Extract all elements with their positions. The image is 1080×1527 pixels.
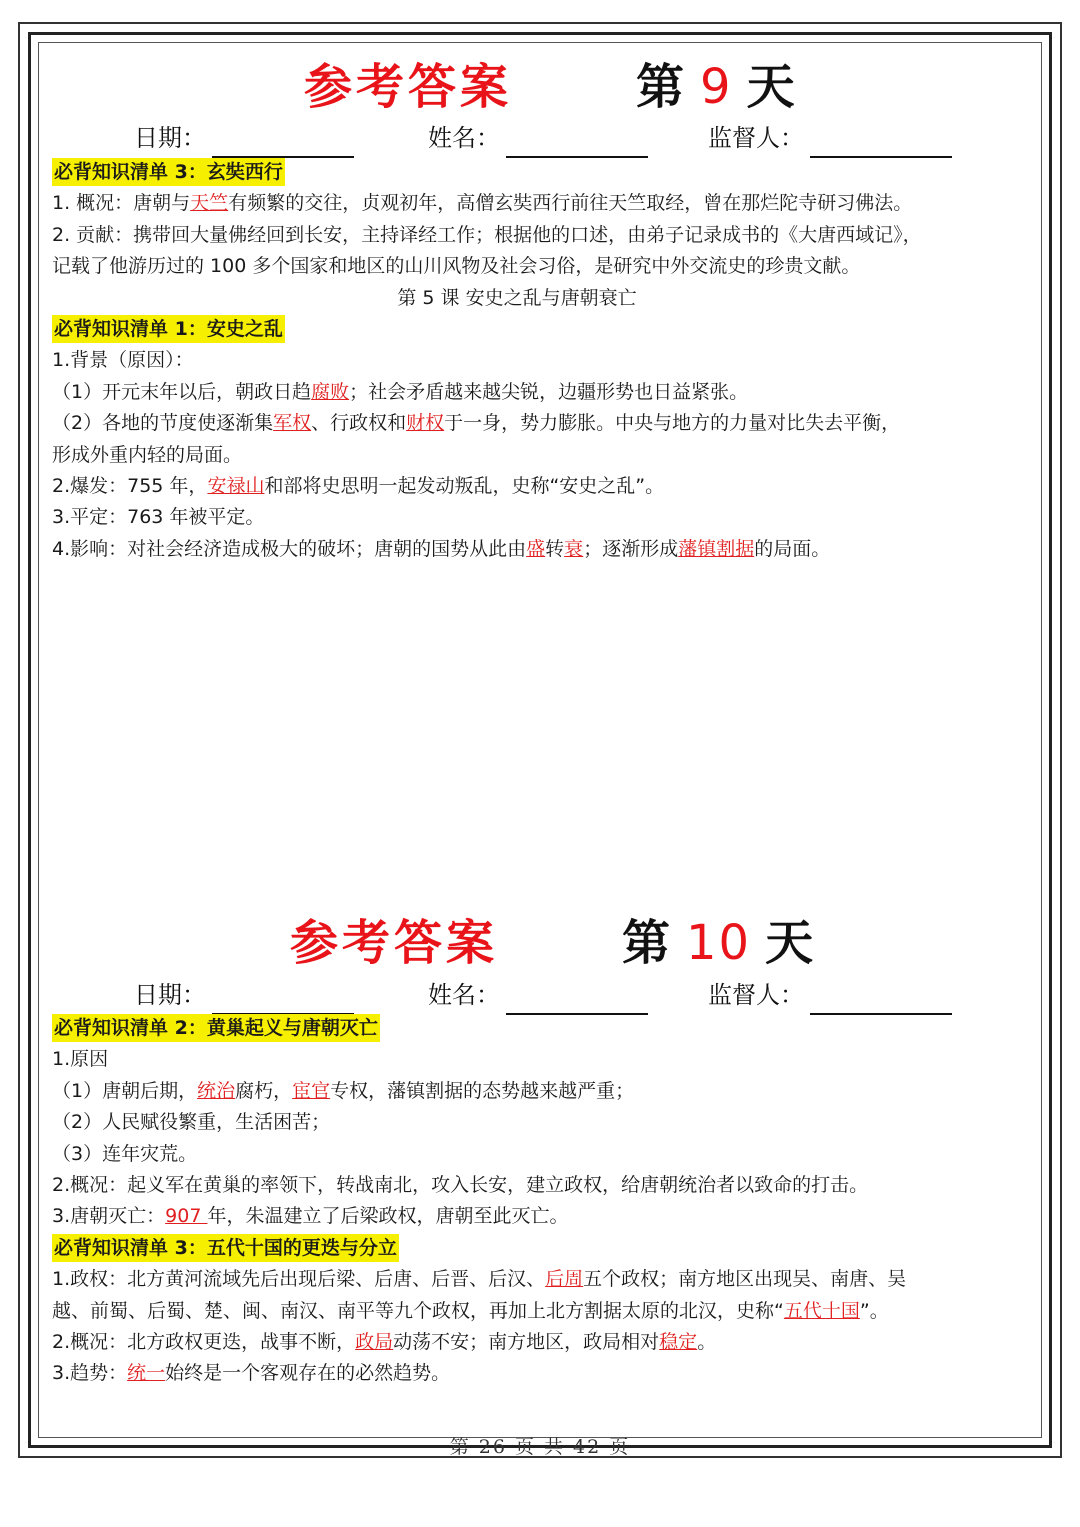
text-segment: 于一身，势力膨胀。中央与地方的力量对比失去平衡， — [444, 412, 901, 435]
text-segment: ；社会矛盾越来越尖锐，边疆形势也日益紧张。 — [349, 380, 749, 403]
text-line — [52, 502, 1042, 533]
text-segment: 的局面。 — [754, 537, 831, 560]
text-line — [52, 440, 1042, 471]
text-segment: （1）唐朝后期， — [52, 1079, 198, 1102]
text-line — [52, 408, 1042, 439]
text-line — [52, 1044, 1042, 1075]
text-segment: （1）开元末年以后，朝政日趋 — [52, 380, 312, 403]
text-segment: 2.概况：北方政权更迭，战事不断， — [52, 1330, 356, 1353]
text-line — [52, 471, 1042, 502]
text-line — [52, 1013, 1042, 1044]
page-footer: 第 26 页 共 42 页 — [449, 1436, 631, 1458]
answer-keyword: 宦官 — [292, 1079, 331, 1102]
answer-keyword: 腐败 — [311, 380, 350, 403]
day10-date-field — [134, 975, 354, 1015]
day10-supervisor-field — [708, 975, 952, 1015]
answer-keyword: 财权 — [406, 412, 445, 435]
text-segment: 和部将史思明一起发动叛乱，史称“安史之乱”。 — [264, 474, 665, 497]
lesson-title: 第 5 课 安史之乱与唐朝衰亡 — [397, 286, 637, 309]
name-blank — [506, 130, 648, 158]
answer-keyword: 统一 — [127, 1362, 166, 1385]
day9-content — [52, 157, 1042, 565]
answer-keyword: 天竺 — [190, 192, 229, 215]
text-segment: 3.趋势： — [52, 1362, 128, 1385]
text-segment: 五个政权；南方地区出现吴、南唐、吴 — [583, 1268, 907, 1291]
section-heading: 必背知识清单 2：黄巢起义与唐朝灭亡 — [52, 1014, 380, 1042]
text-segment: 动荡不安；南方地区，政局相对 — [393, 1330, 660, 1353]
text-segment: 专权，藩镇割据的态势越来越严重； — [330, 1079, 635, 1102]
answer-keyword: 衰 — [564, 537, 584, 560]
date-label: 日期： — [134, 124, 206, 152]
day9-field-row — [0, 118, 1080, 158]
day10-title-row — [0, 908, 1080, 978]
text-segment: 2. 贡献：携带回大量佛经回到长安，主持译经工作；根据他的口述，由弟子记录成书的《大唐西域记》， — [52, 223, 922, 246]
text-segment: （2）人民赋役繁重，生活困苦； — [52, 1111, 331, 1134]
text-segment: ；逐渐形成 — [583, 537, 679, 560]
text-line — [52, 1076, 1042, 1107]
answer-keyword: 稳定 — [659, 1330, 698, 1353]
text-segment: ”。 — [859, 1299, 889, 1322]
day9-supervisor-field — [708, 118, 952, 158]
answer-keyword: 政局 — [355, 1330, 394, 1353]
day10-day-prefix: 第 — [622, 915, 673, 971]
text-segment: 1.原因 — [52, 1048, 109, 1071]
text-segment: 。 — [697, 1330, 717, 1353]
text-line — [52, 1170, 1042, 1201]
answer-keyword: 盛 — [526, 537, 546, 560]
day10-content — [52, 1013, 1042, 1390]
answer-keyword: 五代十国 — [783, 1299, 860, 1322]
day10-day-number: 10 — [686, 915, 752, 971]
text-segment: 2.概况：起义军在黄巢的率领下，转战南北，攻入长安，建立政权，给唐朝统治者以致命的打击。 — [52, 1173, 869, 1196]
text-line — [52, 345, 1042, 376]
answer-keyword: 安禄山 — [207, 474, 265, 497]
text-line — [52, 1201, 1042, 1232]
text-line — [52, 1327, 1042, 1358]
answer-keyword: 统治 — [197, 1079, 236, 1102]
day9-day-prefix: 第 — [636, 59, 687, 115]
text-segment: 、行政权和 — [311, 412, 407, 435]
day10-day-suffix: 天 — [765, 915, 816, 971]
day9-title-row — [0, 52, 1080, 122]
text-segment: 2.爆发：755 年， — [52, 474, 208, 497]
answer-keyword: 军权 — [273, 412, 312, 435]
text-segment: 1. 概况：唐朝与 — [52, 192, 191, 215]
date-blank — [212, 987, 354, 1015]
supervisor-label: 监督人： — [708, 124, 804, 152]
text-segment: 1.政权：北方黄河流域先后出现后梁、后唐、后晋、后汉、 — [52, 1268, 546, 1291]
text-line — [52, 157, 1042, 188]
supervisor-blank — [810, 987, 952, 1015]
text-line — [52, 220, 1042, 251]
day10-day-label — [622, 908, 815, 978]
section-heading: 必背知识清单 3：玄奘西行 — [52, 158, 285, 186]
text-segment: 3.平定：763 年被平定。 — [52, 506, 265, 529]
name-label: 姓名： — [428, 124, 500, 152]
text-segment: 年，朱温建立了后梁政权，唐朝至此灭亡。 — [207, 1205, 569, 1228]
text-line — [52, 283, 1042, 314]
text-line — [52, 1358, 1042, 1389]
day9-name-field — [428, 118, 648, 158]
section-heading: 必背知识清单 3：五代十国的更迭与分立 — [52, 1234, 399, 1262]
text-segment: 始终是一个客观存在的必然趋势。 — [165, 1362, 451, 1385]
name-label: 姓名： — [428, 981, 500, 1009]
day9-day-number: 9 — [700, 59, 733, 115]
text-segment: 转 — [545, 537, 565, 560]
day10-name-field — [428, 975, 648, 1015]
day9-day-suffix: 天 — [746, 59, 797, 115]
text-line — [52, 188, 1042, 219]
text-segment: 形成外重内轻的局面。 — [52, 443, 243, 466]
text-segment: 有频繁的交往，贞观初年，高僧玄奘西行前往天竺取经，曾在那烂陀寺研习佛法。 — [228, 192, 913, 215]
text-segment: 越、前蜀、后蜀、楚、闽、南汉、南平等九个政权，再加上北方割据太原的北汉，史称“ — [52, 1299, 784, 1322]
text-segment: 记载了他游历过的 100 多个国家和地区的山川风物及社会习俗，是研究中外交流史的珍贵文献。 — [52, 255, 861, 278]
text-line — [52, 1264, 1042, 1295]
text-segment: 1.背景（原因）： — [52, 349, 194, 372]
text-line — [52, 251, 1042, 282]
text-segment: （3）连年灾荒。 — [52, 1142, 198, 1165]
text-line — [52, 377, 1042, 408]
date-label: 日期： — [134, 981, 206, 1009]
day9-date-field — [134, 118, 354, 158]
supervisor-blank — [810, 130, 952, 158]
text-segment: 腐朽， — [235, 1079, 293, 1102]
text-line — [52, 534, 1042, 565]
text-line — [52, 1107, 1042, 1138]
day10-answer-title: 参考答案 — [290, 915, 499, 971]
text-line — [52, 1296, 1042, 1327]
text-segment: （2）各地的节度使逐渐集 — [52, 412, 274, 435]
text-segment: 3.唐朝灭亡： — [52, 1205, 166, 1228]
date-blank — [212, 130, 354, 158]
section-heading: 必背知识清单 1：安史之乱 — [52, 315, 285, 343]
name-blank — [506, 987, 648, 1015]
answer-keyword: 藩镇割据 — [678, 537, 755, 560]
day10-field-row — [0, 975, 1080, 1015]
text-line — [52, 1139, 1042, 1170]
text-line — [52, 314, 1042, 345]
text-segment: 4.影响：对社会经济造成极大的破坏；唐朝的国势从此由 — [52, 537, 527, 560]
answer-keyword: 907 — [165, 1205, 208, 1228]
answer-keyword: 后周 — [545, 1268, 584, 1291]
supervisor-label: 监督人： — [708, 981, 804, 1009]
text-line — [52, 1233, 1042, 1264]
day9-day-label — [636, 52, 797, 122]
day9-answer-title: 参考答案 — [304, 59, 513, 115]
